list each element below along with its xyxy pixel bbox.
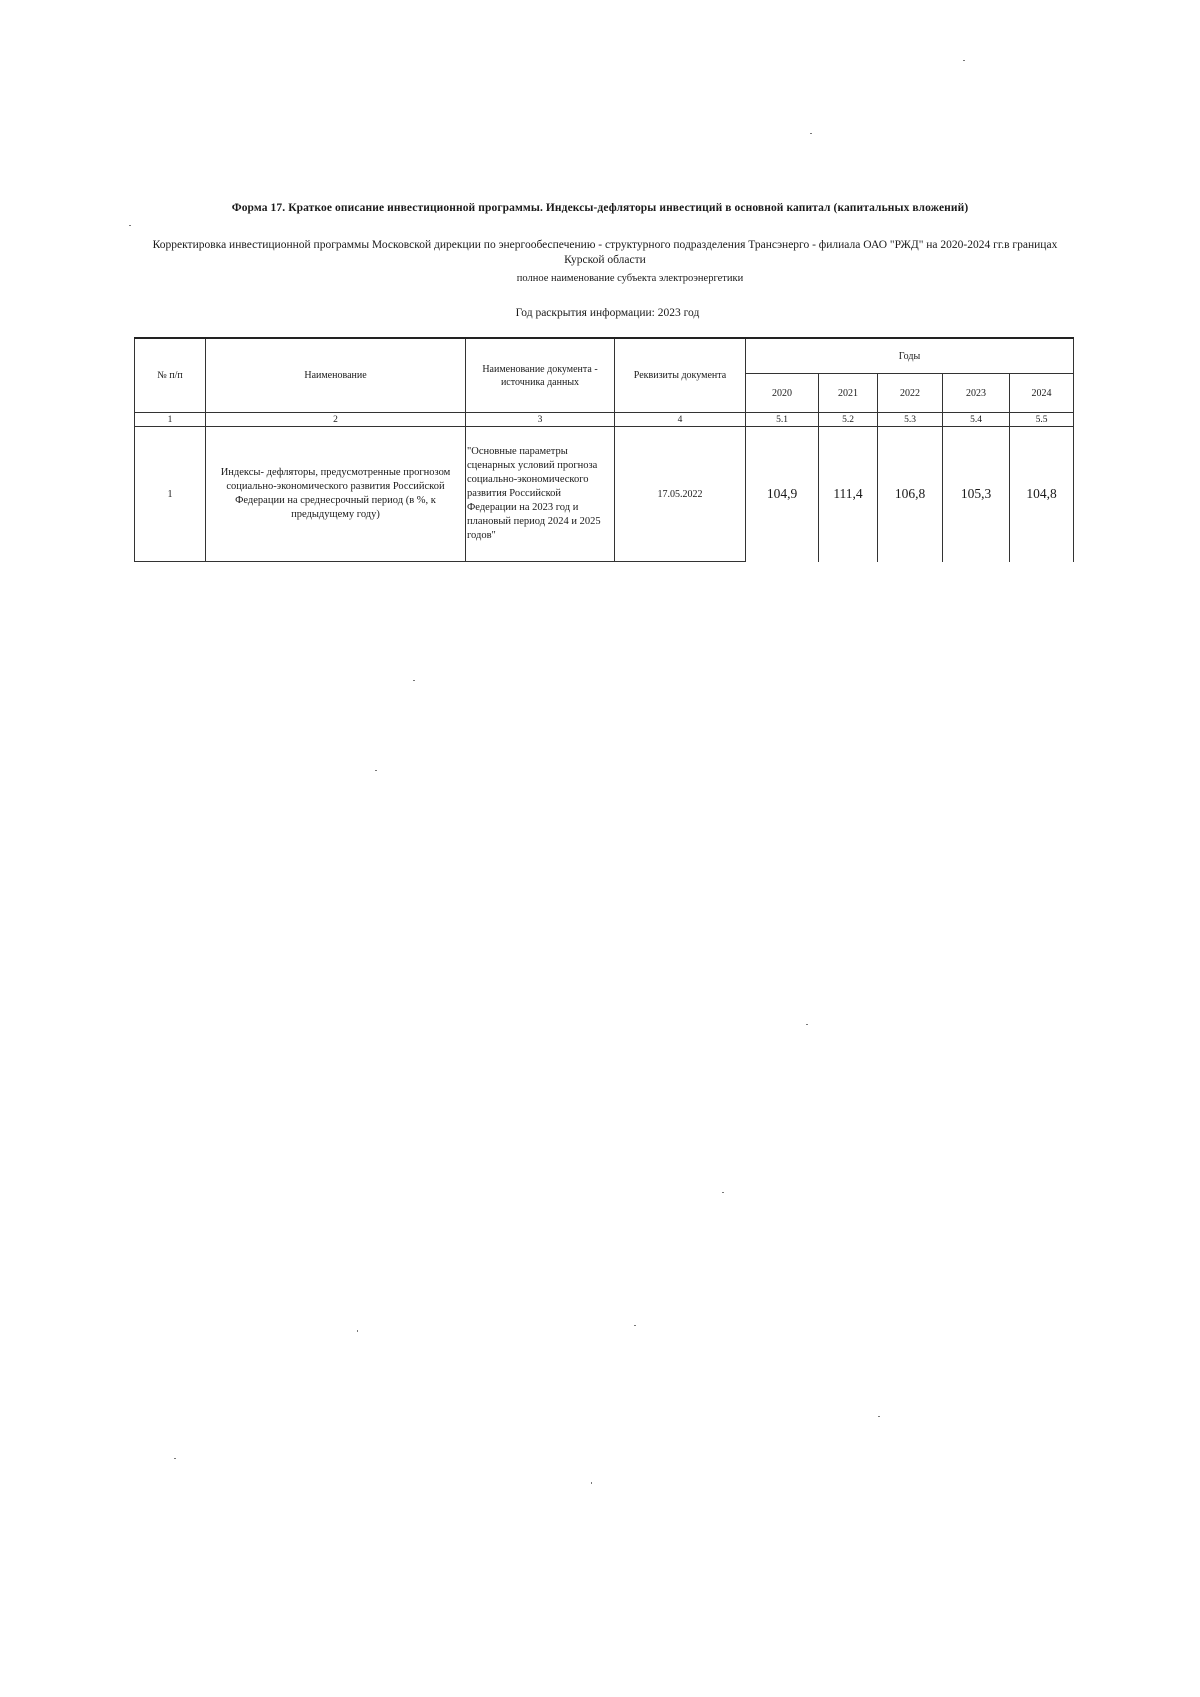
- column-index: 5.5: [1010, 413, 1074, 427]
- column-index: 1: [135, 413, 206, 427]
- column-index: 5.2: [819, 413, 878, 427]
- column-index: 5.4: [943, 413, 1010, 427]
- scan-speck: [129, 225, 131, 226]
- year-header: 2020: [746, 374, 819, 413]
- header-name: Наименование: [206, 338, 466, 413]
- value-2023: 105,3: [943, 427, 1010, 562]
- scan-speck: [806, 1024, 808, 1025]
- value-2022: 106,8: [878, 427, 943, 562]
- scan-speck: [722, 1192, 724, 1193]
- scan-speck: [591, 1482, 592, 1484]
- value-2020: 104,9: [746, 427, 819, 562]
- scan-speck: [634, 1325, 636, 1326]
- table-row: [135, 427, 1074, 562]
- header-source-doc: Наименование документа - источника данных: [466, 338, 615, 413]
- year-header: 2022: [878, 374, 943, 413]
- column-index: 3: [466, 413, 615, 427]
- deflator-table: [134, 337, 1074, 562]
- row-name: Индексы- дефляторы, предусмотренные прогнозом социально-экономического развития Российской Федерации на среднесрочный период (в %, к предыдущему году): [206, 427, 466, 562]
- header-doc-details: Реквизиты документа: [615, 338, 746, 413]
- scan-speck: [375, 770, 377, 771]
- year-header: 2024: [1010, 374, 1074, 413]
- row-source-doc: "Основные параметры сценарных условий прогноза социально-экономического развития Российской Федерации на 2023 год и плановый период 2024 и 2025 годов": [466, 427, 615, 562]
- header-years: Годы: [746, 338, 1074, 374]
- program-title: Корректировка инвестиционной программы Московской дирекции по энергообеспечению - структурного подразделения Трансэнерго - филиала ОАО "РЖД" на 2020-2024 гг.в границах Курской области: [152, 239, 1058, 266]
- value-2021: 111,4: [819, 427, 878, 562]
- scan-speck: [413, 680, 415, 681]
- form-title: Форма 17. Краткое описание инвестиционной программы. Индексы-дефляторы инвестиций в основной капитал (капитальных вложений): [231, 202, 969, 214]
- scan-speck: [963, 60, 965, 61]
- header-number: № п/п: [135, 338, 206, 413]
- disclosure-year: Год раскрытия информации: 2023 год: [515, 307, 700, 319]
- year-header: 2021: [819, 374, 878, 413]
- entity-caption: полное наименование субъекта электроэнергетики: [516, 273, 744, 284]
- year-header: 2023: [943, 374, 1010, 413]
- column-index: 2: [206, 413, 466, 427]
- value-2024: 104,8: [1010, 427, 1074, 562]
- scan-speck: [174, 1458, 176, 1459]
- column-index: 5.1: [746, 413, 819, 427]
- scan-speck: [810, 133, 812, 134]
- scan-speck: [878, 1416, 880, 1417]
- row-number: 1: [135, 427, 206, 562]
- column-index: 4: [615, 413, 746, 427]
- column-index: 5.3: [878, 413, 943, 427]
- row-doc-details: 17.05.2022: [615, 427, 746, 562]
- scan-speck: [357, 1330, 358, 1332]
